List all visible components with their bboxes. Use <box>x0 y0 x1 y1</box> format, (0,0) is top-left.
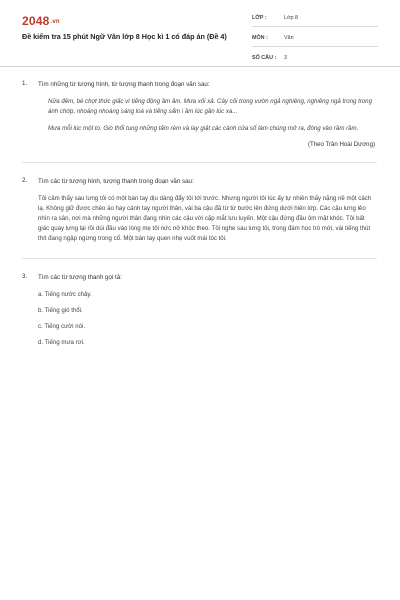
question-2 <box>22 177 377 244</box>
excerpt-paragraph: Mưa mỗi lúc một to. Gió thổi tung những tấm rèm và lay giật các cánh cửa sổ làm chúng mở ra, đóng vào rầm rầm. <box>48 125 359 132</box>
question-prompt: Tìm các từ tượng hình, tượng thanh trong đoạn văn sau: <box>38 178 194 185</box>
meta-label: MÔN : <box>252 35 268 41</box>
meta-row-question-count <box>252 52 378 67</box>
question-number: 1. <box>22 80 28 87</box>
excerpt-author: (Theo Trần Hoài Dương) <box>307 141 375 148</box>
meta-value: Văn <box>284 35 294 41</box>
question-3 <box>22 273 377 347</box>
question-prompt: Tìm các từ tượng thanh gọi tả: <box>38 274 122 281</box>
question-1 <box>22 80 377 148</box>
meta-row-subject <box>252 32 378 47</box>
question-number: 3. <box>22 273 28 280</box>
site-logo[interactable] <box>22 14 60 28</box>
question-separator <box>22 162 377 163</box>
answer-option: b. Tiếng gió thổi. <box>38 307 83 314</box>
excerpt-paragraph: Tôi cảm thấy sau lưng tôi có một bàn tay dịu dàng đẩy tôi tới trước. Nhưng người tôi lúc ấy tự nhiên thấy nặng nề một cách lạ. Không giữ được chéo áo hay cánh tay người thân, vài ba cậu đã từ từ bước lên đứng dưới hiên lớp. Các cậu lưng lẻo nhìn ra sân, nơi mà những người thân đang nhìn các cậu với cặp mắt lưu luyến. Một cậu đứng đầu ôm mặt khóc. Tôi bất giác quay lưng lại rồi dúi đầu vào lòng mẹ tôi nức nở khóc theo. Tôi nghe sau lưng tôi, trong đám học trò mới, vài tiếng thút thít đang ngập ngừng trong cổ. Một bàn tay quen nhẹ vuốt mái tóc tôi. <box>38 195 372 242</box>
question-separator <box>22 258 377 259</box>
meta-value: Lớp 8 <box>284 15 299 21</box>
excerpt-paragraph: Nửa đêm, bé chợt thức giấc vì tiếng động ầm ầm. Mưa xối xả. Cây cối trong vườn ngả nghiêng, nghiêng ngả trong trong ánh chớp, nhoáng nhoáng sáng loà và tiếng sấm i ầm lúc gần lúc xa... <box>48 98 372 115</box>
logo-main: 2048 <box>22 14 50 28</box>
answer-option: c. Tiếng cười nói. <box>38 323 86 330</box>
meta-row-class <box>252 12 378 27</box>
question-prompt: Tìm những từ tượng hình, từ tượng thanh trong đoạn văn sau: <box>38 81 210 88</box>
question-list <box>22 80 377 361</box>
answer-option: a. Tiếng nước chảy. <box>38 291 92 298</box>
question-number: 2. <box>22 177 28 184</box>
meta-value: 3 <box>284 55 287 61</box>
logo-tld: .vn <box>50 18 60 25</box>
document-title: Đề kiểm tra 15 phút Ngữ Văn lớp 8 Học kì 1 có đáp án (Đề 4) <box>22 32 227 41</box>
meta-label: LỚP : <box>252 15 267 21</box>
meta-label: SỐ CÂU : <box>252 55 277 61</box>
page-header <box>0 0 400 66</box>
header-divider <box>0 66 400 67</box>
meta-info <box>252 12 378 72</box>
answer-option: d. Tiếng mưa rơi. <box>38 339 85 346</box>
